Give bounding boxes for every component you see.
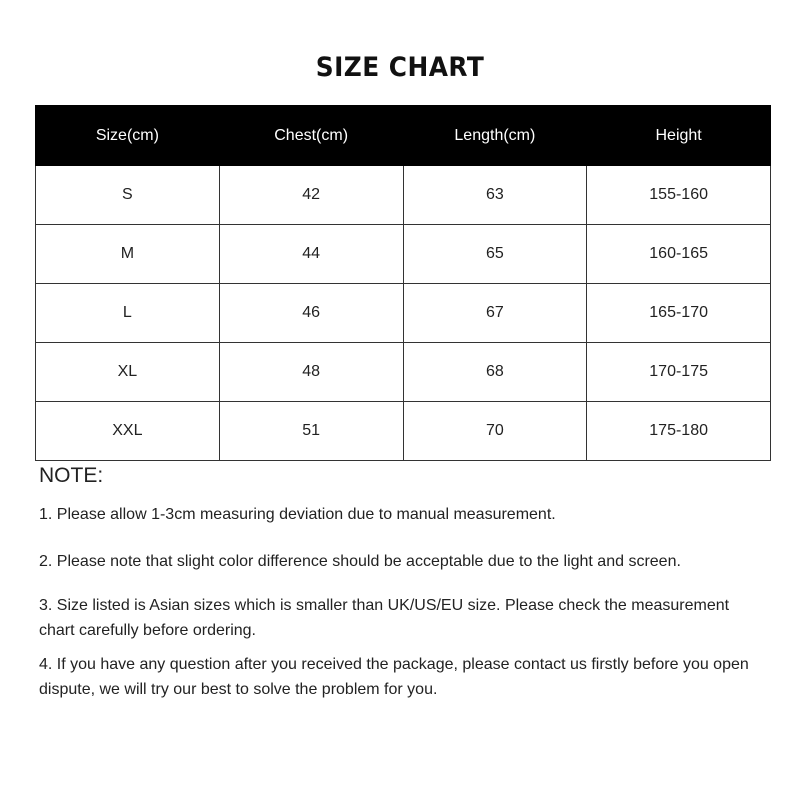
cell-chest: 46 bbox=[219, 284, 403, 343]
cell-chest: 42 bbox=[219, 166, 403, 225]
cell-size: XXL bbox=[36, 402, 220, 461]
size-table bbox=[35, 105, 771, 461]
cell-chest: 51 bbox=[219, 402, 403, 461]
table-row bbox=[36, 284, 771, 343]
cell-height: 155-160 bbox=[587, 166, 771, 225]
note-item-4: 4. If you have any question after you received the package, please contact us firstly before you open dispute, we will try our best to solve the problem for you. bbox=[39, 656, 749, 698]
page-title: SIZE CHART bbox=[315, 52, 485, 83]
cell-chest: 44 bbox=[219, 225, 403, 284]
note-item-3: 3. Size listed is Asian sizes which is smaller than UK/US/EU size. Please check the measurement chart carefully before ordering. bbox=[39, 597, 730, 639]
table-row bbox=[36, 225, 771, 284]
cell-chest: 48 bbox=[219, 343, 403, 402]
cell-height: 170-175 bbox=[587, 343, 771, 402]
column-header-length: Length(cm) bbox=[403, 106, 587, 166]
cell-size: XL bbox=[36, 343, 220, 402]
cell-height: 165-170 bbox=[587, 284, 771, 343]
cell-size: M bbox=[36, 225, 220, 284]
cell-height: 175-180 bbox=[587, 402, 771, 461]
cell-length: 63 bbox=[403, 166, 587, 225]
note-item-1: 1. Please allow 1-3cm measuring deviation due to manual measurement. bbox=[39, 506, 556, 523]
column-header-chest: Chest(cm) bbox=[219, 106, 403, 166]
column-header-height: Height bbox=[587, 106, 771, 166]
table-header-row bbox=[36, 106, 771, 166]
cell-length: 65 bbox=[403, 225, 587, 284]
cell-length: 68 bbox=[403, 343, 587, 402]
notes-section bbox=[39, 462, 769, 698]
table-row bbox=[36, 402, 771, 461]
cell-size: S bbox=[36, 166, 220, 225]
cell-length: 67 bbox=[403, 284, 587, 343]
cell-size: L bbox=[36, 284, 220, 343]
note-item-2: 2. Please note that slight color difference should be acceptable due to the light and screen. bbox=[39, 553, 681, 570]
cell-length: 70 bbox=[403, 402, 587, 461]
table-row bbox=[36, 343, 771, 402]
column-header-size: Size(cm) bbox=[36, 106, 220, 166]
table-row bbox=[36, 166, 771, 225]
cell-height: 160-165 bbox=[587, 225, 771, 284]
notes-heading: NOTE: bbox=[39, 464, 104, 487]
